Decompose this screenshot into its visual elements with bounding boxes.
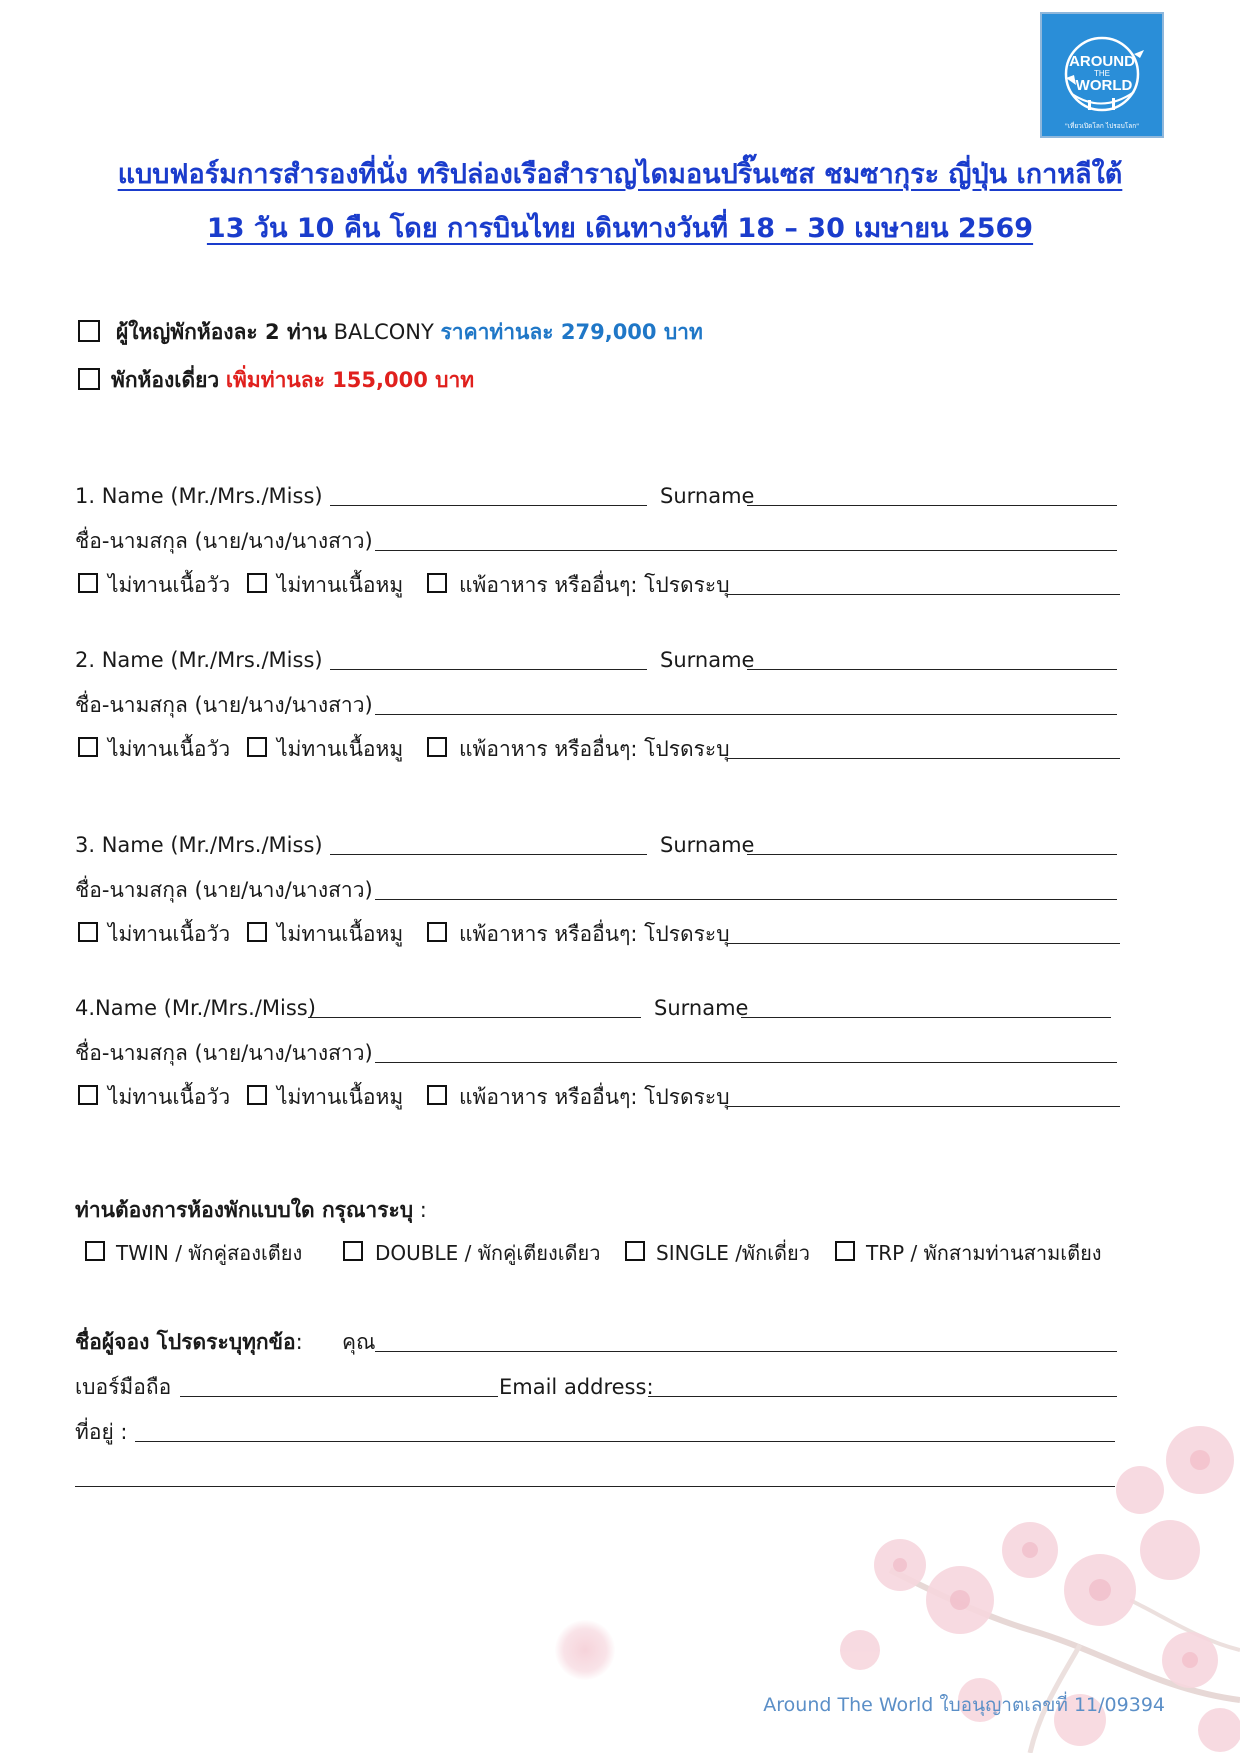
name-label: 1. Name (Mr./Mrs./Miss): [75, 484, 323, 508]
package-room: BALCONY: [333, 320, 434, 344]
checkbox[interactable]: [247, 737, 267, 757]
name-field[interactable]: [308, 1017, 641, 1018]
thai-name-field[interactable]: [375, 550, 1117, 551]
svg-text:"เที่ยวเปิดโลก ไปรอบโลก": "เที่ยวเปิดโลก ไปรอบโลก": [1064, 122, 1140, 130]
mobile-field[interactable]: [180, 1396, 498, 1397]
thai-name-field[interactable]: [375, 714, 1117, 715]
passenger-1-name-row: [75, 476, 1120, 516]
room-option-triple: TRP / พักสามท่านสามเตียง: [866, 1241, 1102, 1265]
room-type-question-label: ท่านต้องการห้องพักแบบใด กรุณาระบุ: [75, 1198, 414, 1222]
diet-other-label: แพ้อาหาร หรืออื่นๆ: โปรดระบุ: [459, 737, 730, 761]
checkbox[interactable]: [247, 922, 267, 942]
booker-name-row: [75, 1322, 1120, 1362]
checkbox[interactable]: [625, 1241, 645, 1261]
checkbox[interactable]: [427, 573, 447, 593]
diet-other-field[interactable]: [727, 758, 1120, 759]
checkbox[interactable]: [78, 368, 100, 390]
name-field[interactable]: [330, 505, 647, 506]
booker-label-colon: :: [295, 1330, 303, 1354]
diet-other-label: แพ้อาหาร หรืออื่นๆ: โปรดระบุ: [459, 1085, 730, 1109]
checkbox[interactable]: [78, 573, 98, 593]
passenger-1-thai-name-row: [75, 521, 1120, 561]
company-logo: [1040, 12, 1164, 138]
diet-no-beef-label: ไม่ทานเนื้อวัว: [108, 922, 231, 946]
form-title-line-2: 13 วัน 10 คืน โดย การบินไทย เดินทางวันที่ 18 – 30 เมษายน 2569: [206, 213, 1034, 244]
booker-name-field[interactable]: [375, 1351, 1117, 1352]
diet-no-beef-label: ไม่ทานเนื้อวัว: [108, 737, 231, 761]
booker-honorific: คุณ: [342, 1330, 376, 1354]
name-field[interactable]: [330, 854, 647, 855]
diet-no-beef-label: ไม่ทานเนื้อวัว: [108, 1085, 231, 1109]
svg-text:WORLD: WORLD: [1075, 77, 1133, 94]
surname-field[interactable]: [747, 854, 1117, 855]
package-option-balcony: [75, 312, 1120, 352]
checkbox[interactable]: [85, 1241, 105, 1261]
room-type-options: [75, 1233, 1120, 1273]
passenger-4-name-row: [75, 988, 1120, 1028]
logo-graphic: [1042, 14, 1162, 136]
name-label: 2. Name (Mr./Mrs./Miss): [75, 648, 323, 672]
checkbox[interactable]: [78, 1085, 98, 1105]
surname-field[interactable]: [747, 505, 1117, 506]
room-type-question: [75, 1190, 1120, 1230]
surname-field[interactable]: [741, 1017, 1111, 1018]
thai-name-field[interactable]: [375, 899, 1117, 900]
booker-label: ชื่อผู้จอง โปรดระบุทุกข้อ: [75, 1330, 296, 1354]
form-title-line-1: แบบฟอร์มการสำรองที่นั่ง ทริปล่องเรือสำราญไดมอนปริ๊นเซส ชมซากุระ ญี่ปุ่น เกาหลีใต้: [117, 159, 1123, 190]
surname-field[interactable]: [747, 669, 1117, 670]
surname-label: Surname: [660, 648, 755, 672]
diet-other-field[interactable]: [727, 1106, 1120, 1107]
name-field[interactable]: [330, 669, 647, 670]
checkbox[interactable]: [427, 737, 447, 757]
passenger-3-thai-name-row: [75, 870, 1120, 910]
diet-other-label: แพ้อาหาร หรืออื่นๆ: โปรดระบุ: [459, 922, 730, 946]
room-option-single: SINGLE /พักเดี่ยว: [656, 1241, 810, 1265]
diet-other-field[interactable]: [727, 943, 1120, 944]
svg-text:THE: THE: [1094, 69, 1110, 78]
package-price: เพิ่มท่านละ 155,000 บาท: [225, 368, 475, 392]
passenger-2-name-row: [75, 640, 1120, 680]
diet-other-label: แพ้อาหาร หรืออื่นๆ: โปรดระบุ: [459, 573, 730, 597]
passenger-4-diet-row: [75, 1077, 1120, 1117]
diet-no-beef-label: ไม่ทานเนื้อวัว: [108, 573, 231, 597]
checkbox[interactable]: [835, 1241, 855, 1261]
thai-name-label: ชื่อ-นามสกุล (นาย/นาง/นางสาว): [75, 1041, 373, 1065]
checkbox[interactable]: [78, 922, 98, 942]
diet-no-pork-label: ไม่ทานเนื้อหมู: [277, 922, 404, 946]
room-option-double: DOUBLE / พักคู่เตียงเดียว: [375, 1241, 601, 1265]
email-field[interactable]: [648, 1396, 1117, 1397]
address-label: ที่อยู่ :: [75, 1420, 128, 1444]
diet-no-pork-label: ไม่ทานเนื้อหมู: [277, 737, 404, 761]
checkbox[interactable]: [247, 1085, 267, 1105]
thai-name-label: ชื่อ-นามสกุล (นาย/นาง/นางสาว): [75, 693, 373, 717]
checkbox[interactable]: [247, 573, 267, 593]
passenger-2-thai-name-row: [75, 685, 1120, 725]
name-label: 4.Name (Mr./Mrs./Miss): [75, 996, 316, 1020]
passenger-4-thai-name-row: [75, 1033, 1120, 1073]
passenger-1-diet-row: [75, 565, 1120, 605]
package-label: ผู้ใหญ่พักห้องละ 2 ท่าน: [116, 320, 327, 344]
passenger-3-name-row: [75, 825, 1120, 865]
thai-name-label: ชื่อ-นามสกุล (นาย/นาง/นางสาว): [75, 878, 373, 902]
checkbox[interactable]: [427, 1085, 447, 1105]
checkbox[interactable]: [427, 922, 447, 942]
thai-name-field[interactable]: [375, 1062, 1117, 1063]
mobile-label: เบอร์มือถือ: [75, 1375, 172, 1399]
diet-no-pork-label: ไม่ทานเนื้อหมู: [277, 573, 404, 597]
checkbox[interactable]: [78, 320, 100, 342]
svg-text:AROUND: AROUND: [1069, 53, 1135, 70]
diet-other-field[interactable]: [727, 594, 1120, 595]
blossom-petal: [555, 1620, 615, 1680]
passenger-3-diet-row: [75, 914, 1120, 954]
thai-name-label: ชื่อ-นามสกุล (นาย/นาง/นางสาว): [75, 529, 373, 553]
package-price: ราคาท่านละ 279,000 บาท: [440, 320, 703, 344]
room-option-twin: TWIN / พักคู่สองเตียง: [116, 1241, 303, 1265]
surname-label: Surname: [654, 996, 749, 1020]
email-label: Email address:: [499, 1375, 654, 1399]
diet-no-pork-label: ไม่ทานเนื้อหมู: [277, 1085, 404, 1109]
name-label: 3. Name (Mr./Mrs./Miss): [75, 833, 323, 857]
passenger-2-diet-row: [75, 729, 1120, 769]
package-label: พักห้องเดี่ยว: [111, 368, 220, 392]
surname-label: Surname: [660, 833, 755, 857]
room-type-question-colon: :: [413, 1198, 427, 1222]
footer-license: Around The World ใบอนุญาตเลขที่ 11/09394: [763, 1694, 1165, 1716]
checkbox[interactable]: [343, 1241, 363, 1261]
surname-label: Surname: [660, 484, 755, 508]
checkbox[interactable]: [78, 737, 98, 757]
package-option-single: [75, 360, 1120, 400]
